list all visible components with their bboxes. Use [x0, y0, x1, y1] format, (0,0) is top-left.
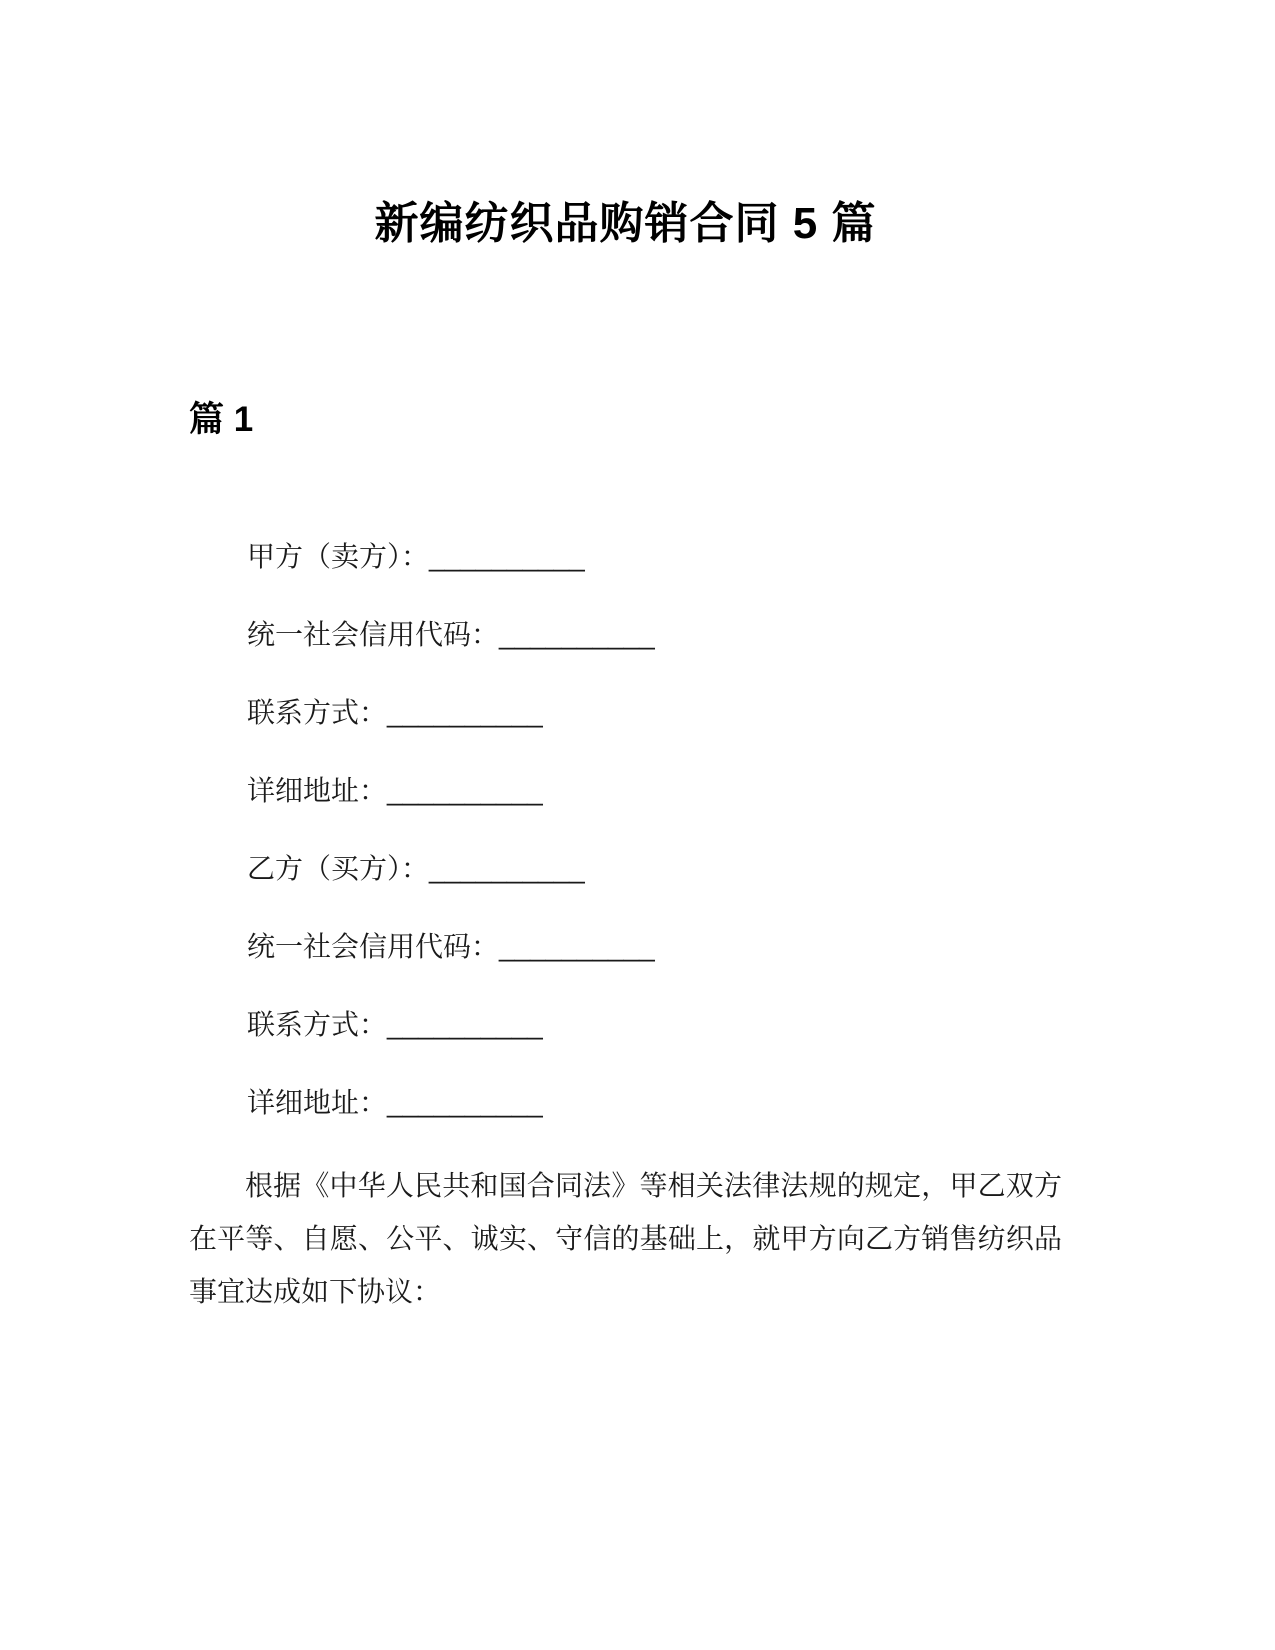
blank-underline-address-a: __________ [387, 775, 543, 806]
form-line-contact-b [189, 986, 1062, 1064]
form-line-address-a [189, 752, 1062, 830]
blank-underline-address-b: __________ [387, 1087, 543, 1118]
field-label-party-b: 乙方（买方）： [247, 853, 430, 884]
form-line-party-b [189, 830, 1062, 908]
blank-underline-contact-b: __________ [387, 1009, 543, 1040]
contract-party-fields [189, 518, 1062, 1142]
document-title: 新编纺织品购销合同 5 篇 [374, 199, 877, 248]
form-line-contact-a [189, 674, 1062, 752]
form-line-address-b [189, 1064, 1062, 1142]
field-label-credit-code-a: 统一社会信用代码： [247, 619, 500, 650]
field-label-contact-b: 联系方式： [247, 1009, 388, 1040]
blank-underline-contact-a: __________ [387, 697, 543, 728]
form-line-credit-code-a [189, 596, 1062, 674]
field-label-contact-a: 联系方式： [247, 697, 388, 728]
field-label-party-a: 甲方（卖方）： [247, 541, 430, 572]
form-line-credit-code-b [189, 908, 1062, 986]
blank-underline-party-a: __________ [429, 541, 585, 572]
blank-underline-credit-code-a: __________ [499, 619, 655, 650]
field-label-address-a: 详细地址： [247, 775, 388, 806]
blank-underline-credit-code-b: __________ [499, 931, 655, 962]
field-label-credit-code-b: 统一社会信用代码： [247, 931, 500, 962]
form-line-party-a [189, 518, 1062, 596]
contract-preamble-paragraph: 根据《中华人民共和国合同法》等相关法律法规的规定，甲乙双方在平等、自愿、公平、诚实、守信的基础上，就甲方向乙方销售纺织品事宜达成如下协议： [189, 1170, 1062, 1307]
field-label-address-b: 详细地址： [247, 1087, 388, 1118]
section-heading-part-1: 篇 1 [189, 400, 254, 439]
blank-underline-party-b: __________ [429, 853, 585, 884]
